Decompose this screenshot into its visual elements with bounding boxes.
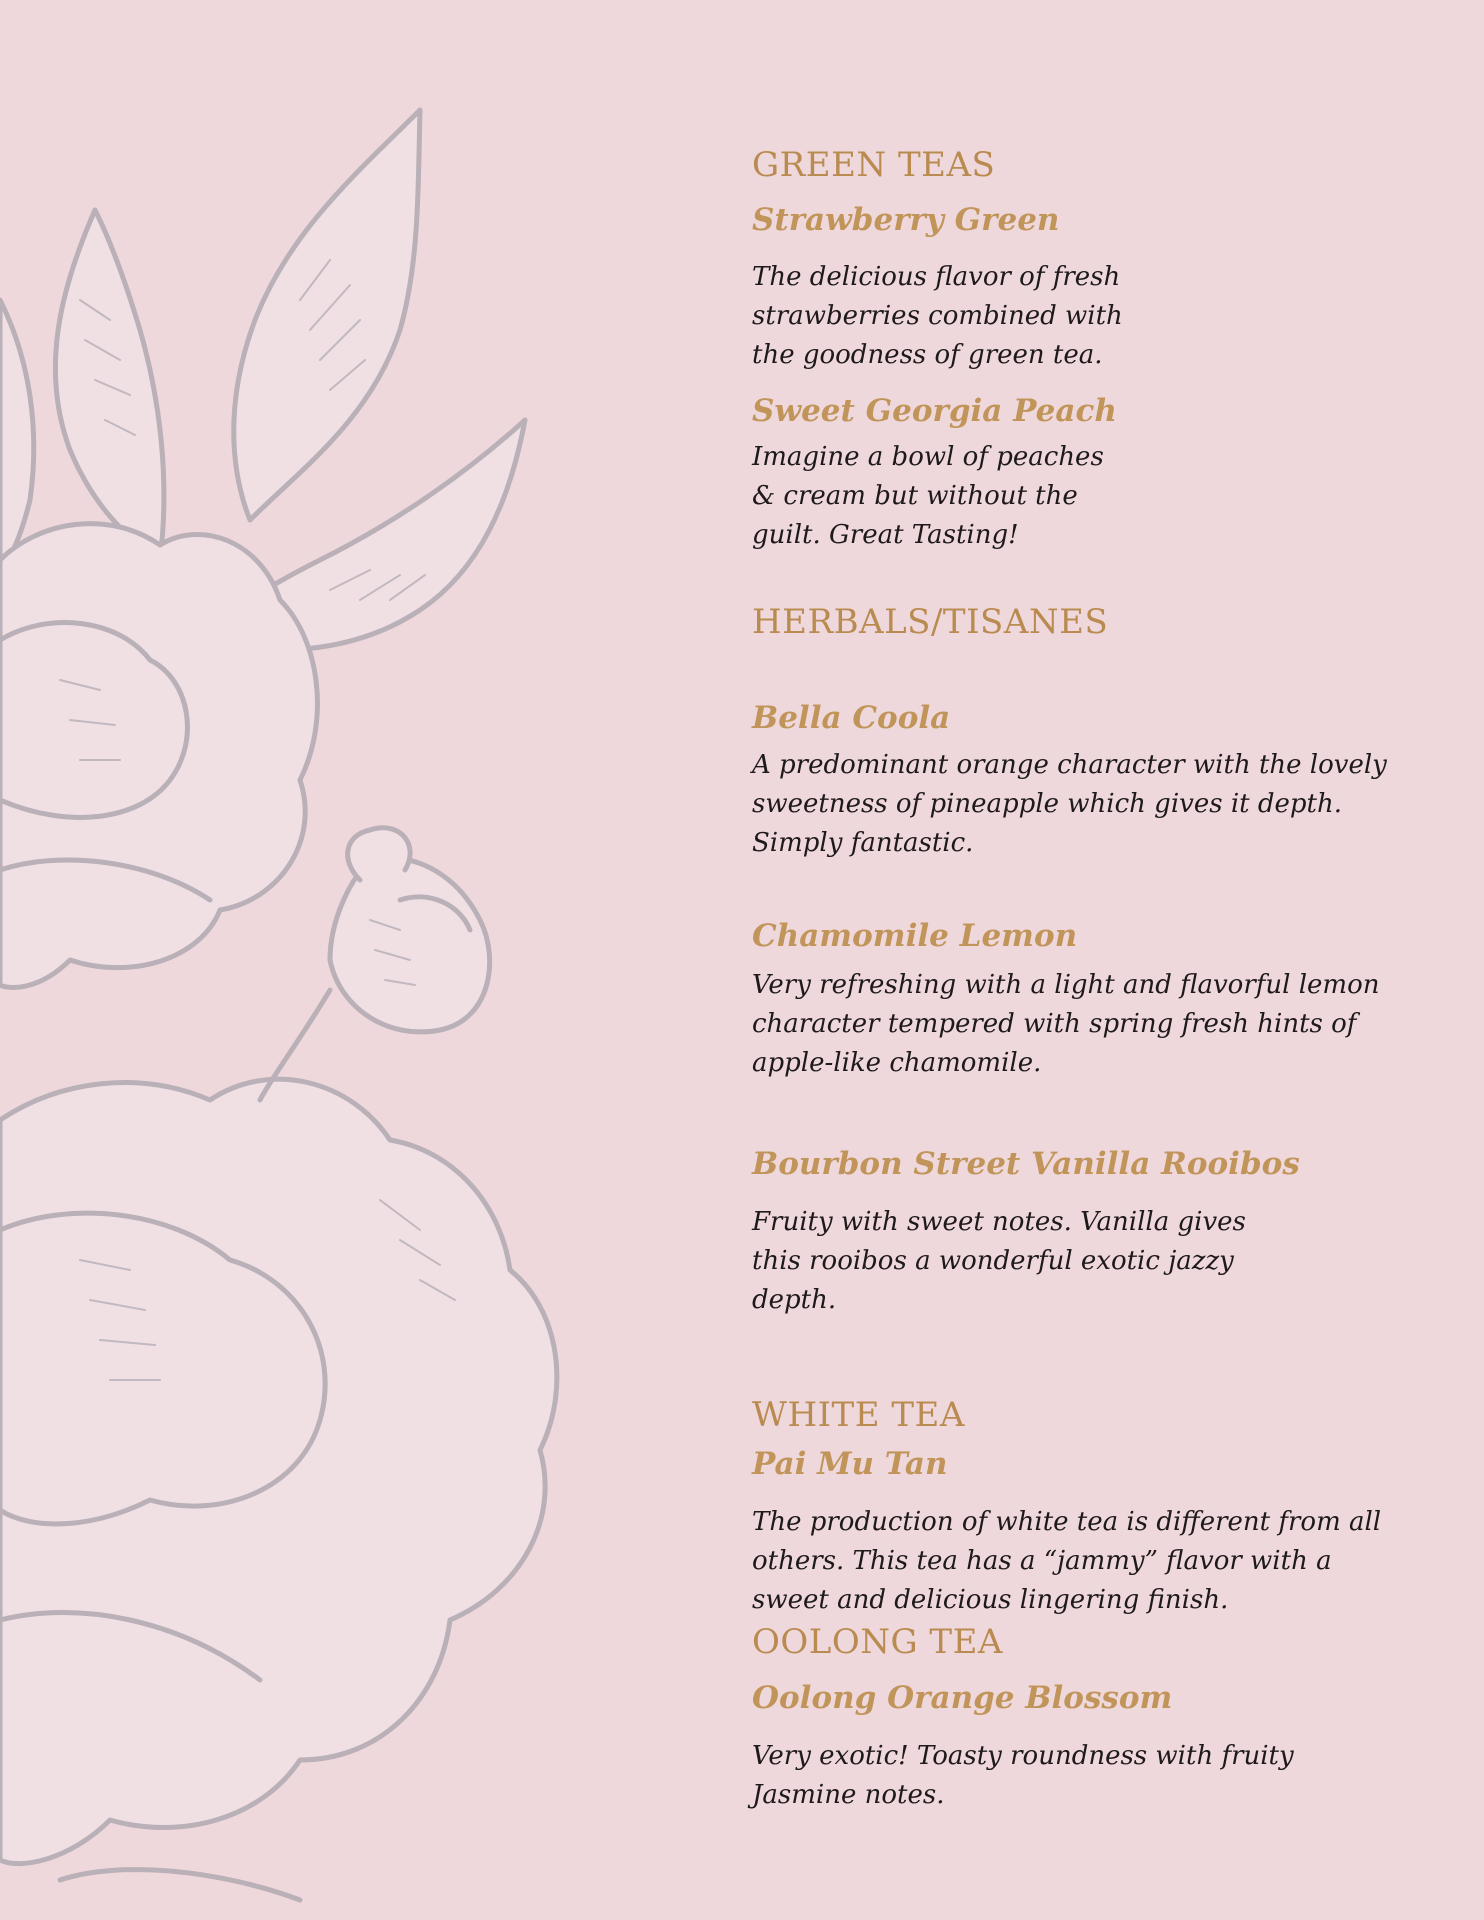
item-description-strawberry-green: The delicious flavor of fresh strawberries combined with the goodness of green tea. <box>752 262 1123 370</box>
section-title-green-teas: GREEN TEAS <box>752 145 996 185</box>
section-title-oolong-tea: OOLONG TEA <box>752 1622 1003 1662</box>
item-description-bourbon-street-vanilla-rooibos: Fruity with sweet notes. Vanilla gives this rooibos a wonderful exotic jazzy depth. <box>752 1207 1246 1315</box>
item-description-chamomile-lemon: Very refreshing with a light and flavorful lemon character tempered with spring fresh hints of apple-like chamomile. <box>752 970 1380 1078</box>
section-title-white-tea: WHITE TEA <box>752 1395 965 1435</box>
tea-menu <box>752 0 1412 1920</box>
item-name-oolong-orange-blossom: Oolong Orange Blossom <box>752 1680 1173 1716</box>
item-name-pai-mu-tan: Pai Mu Tan <box>752 1446 948 1482</box>
item-description-bella-coola: A predominant orange character with the lovely sweetness of pineapple which gives it depth. Simply fantastic. <box>752 750 1387 858</box>
item-name-bella-coola: Bella Coola <box>752 700 951 736</box>
peony-flower-illustration-icon <box>0 0 700 1920</box>
item-description-pai-mu-tan: The production of white tea is different from all others. This tea has a “jammy” flavor with a sweet and delicious lingering finish. <box>752 1507 1382 1615</box>
item-name-strawberry-green: Strawberry Green <box>752 202 1060 238</box>
item-name-sweet-georgia-peach: Sweet Georgia Peach <box>752 393 1117 429</box>
section-title-herbals-tisanes: HERBALS/TISANES <box>752 602 1109 642</box>
item-description-sweet-georgia-peach: Imagine a bowl of peaches & cream but without the guilt. Great Tasting! <box>752 442 1104 550</box>
item-name-bourbon-street-vanilla-rooibos: Bourbon Street Vanilla Rooibos <box>752 1146 1300 1182</box>
item-name-chamomile-lemon: Chamomile Lemon <box>752 918 1078 954</box>
item-description-oolong-orange-blossom: Very exotic! Toasty roundness with fruity Jasmine notes. <box>752 1741 1294 1810</box>
